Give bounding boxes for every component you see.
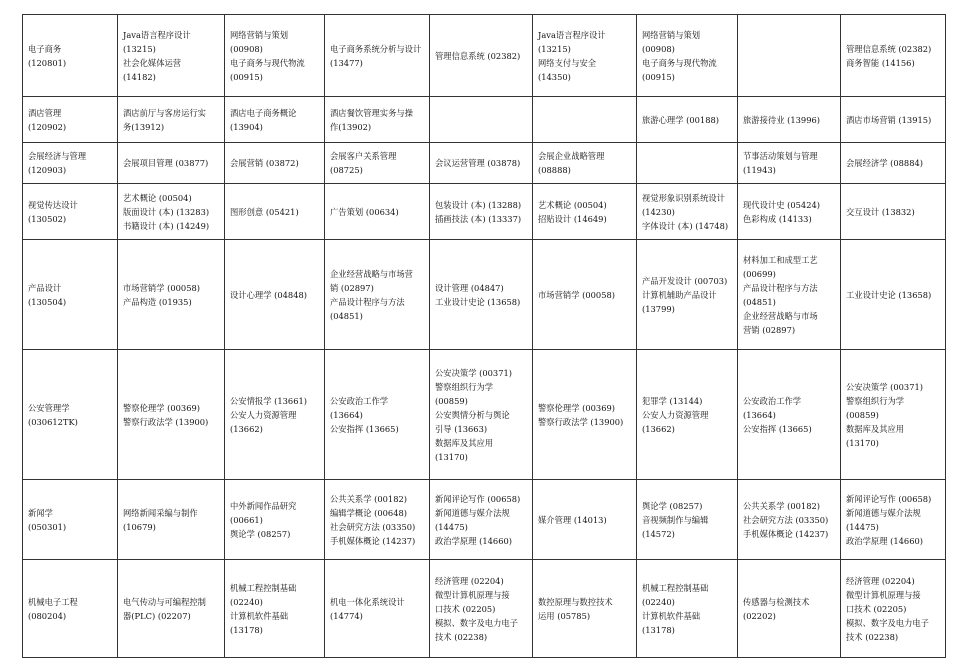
course-cell <box>325 97 430 143</box>
cell-line: (13664) <box>743 409 776 420</box>
cell-line: 产品构造 (01935) <box>123 296 192 307</box>
cell-line: 会议运营管理 (03878) <box>435 158 521 168</box>
course-cell <box>841 350 946 480</box>
course-cell <box>325 143 430 184</box>
cell-line: 数据库及其应用 <box>846 423 905 434</box>
course-cell <box>637 560 738 658</box>
cell-line: 会展经济与管理 <box>28 151 87 161</box>
cell-line: 音视频制作与编辑 <box>642 514 709 525</box>
cell-line: 企业经营战略与市场 <box>743 310 818 321</box>
cell-line: 电子商务与现代物流 <box>642 57 717 68</box>
table-row <box>23 350 946 480</box>
cell-line: 管理信息系统 (02382) <box>846 43 932 54</box>
cell-line: 媒介管理 (14013) <box>538 514 607 525</box>
course-cell <box>225 480 325 560</box>
cell-line: 公安指挥 (13665) <box>743 423 812 434</box>
cell-line: 公安决策学 (00371) <box>846 381 923 392</box>
cell-line: 公安情报学 (13661) <box>230 395 307 406</box>
cell-line: 视觉传达设计 <box>28 199 78 210</box>
cell-line: 编辑学概论 (00648) <box>330 507 407 518</box>
course-cell <box>637 240 738 350</box>
cell-line: (13170) <box>435 451 468 462</box>
cell-line: 引导 (13663) <box>435 423 488 434</box>
cell-line: 警察组织行为学 <box>435 381 494 392</box>
cell-line: 会展客户关系管理 <box>330 151 397 161</box>
cell-line: (00915) <box>230 71 263 82</box>
course-cell <box>430 560 533 658</box>
course-cell <box>841 184 946 240</box>
cell-line: (02240) <box>230 596 263 607</box>
cell-line: (13178) <box>642 624 675 635</box>
major-cell <box>23 240 118 350</box>
course-cell <box>118 480 225 560</box>
course-cell <box>118 560 225 658</box>
table-body <box>23 15 946 658</box>
cell-line: 数控原理与数控技术 <box>538 596 613 607</box>
cell-line: 酒店电子商务概论 <box>230 107 297 118</box>
cell-line: 会展项目管理 (03877) <box>123 158 209 168</box>
cell-line: 社会研究方法 (03350) <box>743 514 829 525</box>
cell-line: 产品设计程序与方法 <box>330 296 405 307</box>
cell-line: (14475) <box>435 521 468 532</box>
cell-line: 公安人力资源管理 <box>642 409 709 420</box>
course-cell <box>118 184 225 240</box>
cell-line: (120903) <box>28 165 67 175</box>
cell-line: 公共关系学 (00182) <box>743 500 820 511</box>
cell-line: 设计心理学 (04848) <box>230 289 307 300</box>
cell-line: (14350) <box>538 71 571 82</box>
cell-line: 材料加工和成型工艺 <box>743 254 818 265</box>
cell-line: (10679) <box>123 521 156 532</box>
cell-line: 酒店前厅与客房运行实 <box>123 107 206 118</box>
cell-line: 网络新闻采编与制作 <box>123 507 198 518</box>
cell-line: (08725) <box>330 165 363 175</box>
cell-line: 公安舆情分析与舆论 <box>435 409 510 420</box>
course-cell <box>430 15 533 97</box>
course-cell <box>533 97 637 143</box>
cell-line: 公安管理学 <box>28 402 70 413</box>
cell-line: 市场营销学 (00058) <box>123 282 200 293</box>
cell-line: (00859) <box>846 409 879 420</box>
cell-line: (13904) <box>230 121 263 132</box>
table-row <box>23 15 946 97</box>
course-cell <box>225 15 325 97</box>
cell-line: 公安政治工作学 <box>743 395 802 406</box>
cell-line: 口技术 (02205) <box>846 603 907 614</box>
course-cell <box>533 560 637 658</box>
cell-line: 会展经济学 (08884) <box>846 158 923 168</box>
cell-line: 旅游心理学 (00188) <box>642 114 719 125</box>
cell-line: (120902) <box>28 121 67 132</box>
cell-line: 模拟、数字及电力电子 <box>435 617 518 628</box>
cell-line: (13215) <box>538 43 571 54</box>
cell-line: (04851) <box>330 310 363 321</box>
cell-line: 机械工程控制基础 <box>642 582 709 593</box>
cell-line: (00859) <box>435 395 468 406</box>
course-cell <box>738 240 841 350</box>
cell-line: 技术 (02238) <box>435 631 488 642</box>
cell-line: Java语言程序设计 <box>538 29 606 40</box>
cell-line: 工业设计史论 (13658) <box>435 296 521 307</box>
cell-line: 政治学原理 (14660) <box>846 535 923 546</box>
table-row <box>23 184 946 240</box>
cell-line: 色彩构成 (14133) <box>743 213 812 224</box>
cell-line: 会展企业战略管理 <box>538 151 605 161</box>
course-cell <box>225 240 325 350</box>
major-cell <box>23 480 118 560</box>
course-cell <box>738 15 841 97</box>
cell-line: 包装设计 (本) (13288) <box>435 199 522 210</box>
major-cell <box>23 97 118 143</box>
cell-line: 酒店餐饮管理实务与操 <box>330 107 413 118</box>
cell-line: 运用 (05785) <box>538 610 591 621</box>
course-cell <box>533 240 637 350</box>
course-cell <box>118 350 225 480</box>
cell-line: 机械工程控制基础 <box>230 582 297 593</box>
course-cell <box>841 143 946 184</box>
cell-line: (00908) <box>230 43 263 54</box>
cell-line: 产品开发设计 (00703) <box>642 275 728 286</box>
cell-line: 计算机辅助产品设计 <box>642 289 717 300</box>
cell-line: (14572) <box>642 528 675 539</box>
course-cell <box>118 143 225 184</box>
cell-line: (13215) <box>123 43 156 54</box>
cell-line: 警察伦理学 (00369) <box>123 402 200 413</box>
course-cell <box>841 15 946 97</box>
cell-line: 公安人力资源管理 <box>230 409 297 420</box>
course-cell <box>225 350 325 480</box>
course-cell <box>738 480 841 560</box>
course-cell <box>533 184 637 240</box>
cell-line: 网络支付与安全 <box>538 57 597 68</box>
cell-line: 设计管理 (04847) <box>435 282 504 293</box>
exam-schedule-table <box>22 14 946 658</box>
course-cell <box>533 480 637 560</box>
cell-line: 机电一体化系统设计 <box>330 596 405 607</box>
cell-line: (04851) <box>743 296 776 307</box>
course-cell <box>738 560 841 658</box>
cell-line: 社会研究方法 (03350) <box>330 521 416 532</box>
course-cell <box>637 184 738 240</box>
course-cell <box>325 184 430 240</box>
course-cell <box>325 560 430 658</box>
course-cell <box>118 15 225 97</box>
cell-line: 电子商务与现代物流 <box>230 57 305 68</box>
course-cell <box>430 143 533 184</box>
cell-line: 书籍设计 (本) (14249) <box>123 220 210 231</box>
cell-line: 警察行政法学 (13900) <box>123 416 209 427</box>
course-cell <box>118 97 225 143</box>
course-cell <box>325 480 430 560</box>
cell-line: (13664) <box>330 409 363 420</box>
cell-line: 酒店市场营销 (13915) <box>846 114 932 125</box>
cell-line: (13178) <box>230 624 263 635</box>
course-cell <box>637 350 738 480</box>
cell-line: 会展营销 (03872) <box>230 158 299 168</box>
course-cell <box>738 143 841 184</box>
cell-line: Java语言程序设计 <box>123 29 191 40</box>
course-cell <box>325 240 430 350</box>
cell-line: 交互设计 (13832) <box>846 206 915 217</box>
cell-line: 公安政治工作学 <box>330 395 389 406</box>
cell-line: 销 (02897) <box>330 282 374 293</box>
cell-line: 中外新闻作品研究 <box>230 500 297 511</box>
course-cell <box>738 97 841 143</box>
course-cell <box>841 240 946 350</box>
cell-line: 经济管理 (02204) <box>846 575 915 586</box>
cell-line: 新闻学 <box>28 507 53 518</box>
table-row <box>23 97 946 143</box>
cell-line: (14774) <box>330 610 363 621</box>
major-cell <box>23 560 118 658</box>
cell-line: (00908) <box>642 43 675 54</box>
table-row <box>23 240 946 350</box>
cell-line: 工业设计史论 (13658) <box>846 289 932 300</box>
course-cell <box>430 350 533 480</box>
table-row <box>23 560 946 658</box>
cell-line: 管理信息系统 (02382) <box>435 50 521 61</box>
cell-line: 手机媒体概论 (14237) <box>330 535 416 546</box>
course-cell <box>841 97 946 143</box>
cell-line: 电子商务系统分析与设计 (13477) <box>330 43 422 68</box>
cell-line: (120801) <box>28 57 67 68</box>
cell-line: (13170) <box>846 437 879 448</box>
cell-line: 现代设计史 (05424) <box>743 199 820 210</box>
cell-line: 艺术概论 (00504) <box>123 192 192 203</box>
cell-line: 商务智能 (14156) <box>846 57 915 68</box>
cell-line: 警察伦理学 (00369) <box>538 402 615 413</box>
course-cell <box>841 560 946 658</box>
course-cell <box>533 143 637 184</box>
course-cell <box>637 97 738 143</box>
course-cell <box>841 480 946 560</box>
cell-line: 警察行政法学 (13900) <box>538 416 624 427</box>
cell-line: 犯罪学 (13144) <box>642 395 703 406</box>
cell-line: (130504) <box>28 296 67 307</box>
cell-line: 计算机软件基础 <box>230 610 289 621</box>
cell-line: 政治学原理 (14660) <box>435 535 512 546</box>
cell-line: 新闻道德与媒介法规 <box>435 507 510 518</box>
cell-line: (13662) <box>230 423 263 434</box>
cell-line: 作(13902) <box>330 121 372 132</box>
cell-line: (14230) <box>642 206 675 217</box>
cell-line: 插画技法 (本) (13337) <box>435 213 522 224</box>
major-cell <box>23 350 118 480</box>
cell-line: 新闻道德与媒介法规 <box>846 507 921 518</box>
cell-line: 微型计算机原理与接 <box>846 589 921 600</box>
cell-line: 网络营销与策划 <box>230 29 289 40</box>
cell-line: 传感器与检测技术 <box>743 596 810 607</box>
cell-line: 公安指挥 (13665) <box>330 423 399 434</box>
course-cell <box>225 560 325 658</box>
course-cell <box>533 15 637 97</box>
cell-line: (13662) <box>642 423 675 434</box>
cell-line: 产品设计程序与方法 <box>743 282 818 293</box>
course-cell <box>225 184 325 240</box>
course-cell <box>637 15 738 97</box>
cell-line: (130502) <box>28 213 67 224</box>
cell-line: (030612TK) <box>28 416 78 427</box>
cell-line: 广告策划 (00634) <box>330 206 399 217</box>
cell-line: 产品设计 <box>28 282 62 293</box>
cell-line: 务(13912) <box>123 121 165 132</box>
course-cell <box>325 350 430 480</box>
cell-line: 机械电子工程 <box>28 596 78 607</box>
major-cell <box>23 143 118 184</box>
cell-line: 图形创意 (05421) <box>230 206 299 217</box>
cell-line: 新闻评论写作 (00658) <box>846 493 932 504</box>
cell-line: (00661) <box>230 514 263 525</box>
cell-line: (00699) <box>743 268 776 279</box>
course-cell <box>225 97 325 143</box>
cell-line: 新闻评论写作 (00658) <box>435 493 521 504</box>
cell-line: (02202) <box>743 610 776 621</box>
cell-line: 技术 (02238) <box>846 631 899 642</box>
cell-line: (11943) <box>743 165 776 175</box>
course-cell <box>118 240 225 350</box>
cell-line: 酒店管理 <box>28 107 62 118</box>
cell-line: (080204) <box>28 610 67 621</box>
cell-line: 旅游接待业 (13996) <box>743 114 820 125</box>
cell-line: 舆论学 (08257) <box>642 500 703 511</box>
cell-line: 手机媒体概论 (14237) <box>743 528 829 539</box>
cell-line: 节事活动策划与管理 <box>743 151 818 161</box>
cell-line: 字体设计 (本) (14748) <box>642 220 729 231</box>
course-cell <box>325 15 430 97</box>
cell-line: 艺术概论 (00504) <box>538 199 607 210</box>
cell-line: 电子商务 <box>28 43 62 54</box>
cell-line: 电气传动与可编程控制 <box>123 596 206 607</box>
cell-line: (14475) <box>846 521 879 532</box>
course-cell <box>225 143 325 184</box>
course-cell <box>430 480 533 560</box>
table-row <box>23 143 946 184</box>
cell-line: (00915) <box>642 71 675 82</box>
course-cell <box>637 480 738 560</box>
cell-line: (08888) <box>538 165 571 175</box>
cell-line: (14182) <box>123 71 156 82</box>
cell-line: 视觉形象识别系统设计 <box>642 192 725 203</box>
course-cell <box>738 184 841 240</box>
cell-line: 市场营销学 (00058) <box>538 289 615 300</box>
course-cell <box>430 240 533 350</box>
table-row <box>23 480 946 560</box>
course-cell <box>738 350 841 480</box>
cell-line: 舆论学 (08257) <box>230 528 291 539</box>
cell-line: 版面设计 (本) (13283) <box>123 206 210 217</box>
course-cell <box>430 97 533 143</box>
cell-line: 警察组织行为学 <box>846 395 905 406</box>
cell-line: 公共关系学 (00182) <box>330 493 407 504</box>
course-cell <box>430 184 533 240</box>
cell-line: 招贴设计 (14649) <box>538 213 607 224</box>
major-cell <box>23 184 118 240</box>
major-cell <box>23 15 118 97</box>
cell-line: 经济管理 (02204) <box>435 575 504 586</box>
course-cell <box>637 143 738 184</box>
cell-line: 计算机软件基础 <box>642 610 701 621</box>
cell-line: 数据库及其应用 <box>435 437 494 448</box>
cell-line: 企业经营战略与市场营 <box>330 268 413 279</box>
cell-line: 营销 (02897) <box>743 324 796 335</box>
cell-line: 公安决策学 (00371) <box>435 367 512 378</box>
cell-line: (13799) <box>642 303 675 314</box>
cell-line: 模拟、数字及电力电子 <box>846 617 929 628</box>
cell-line: (02240) <box>642 596 675 607</box>
cell-line: 网络营销与策划 <box>642 29 701 40</box>
cell-line: 口技术 (02205) <box>435 603 496 614</box>
cell-line: 社会化媒体运营 <box>123 57 182 68</box>
cell-line: 器(PLC) (02207) <box>123 610 191 621</box>
course-cell <box>533 350 637 480</box>
cell-line: 微型计算机原理与接 <box>435 589 510 600</box>
cell-line: (050301) <box>28 521 67 532</box>
